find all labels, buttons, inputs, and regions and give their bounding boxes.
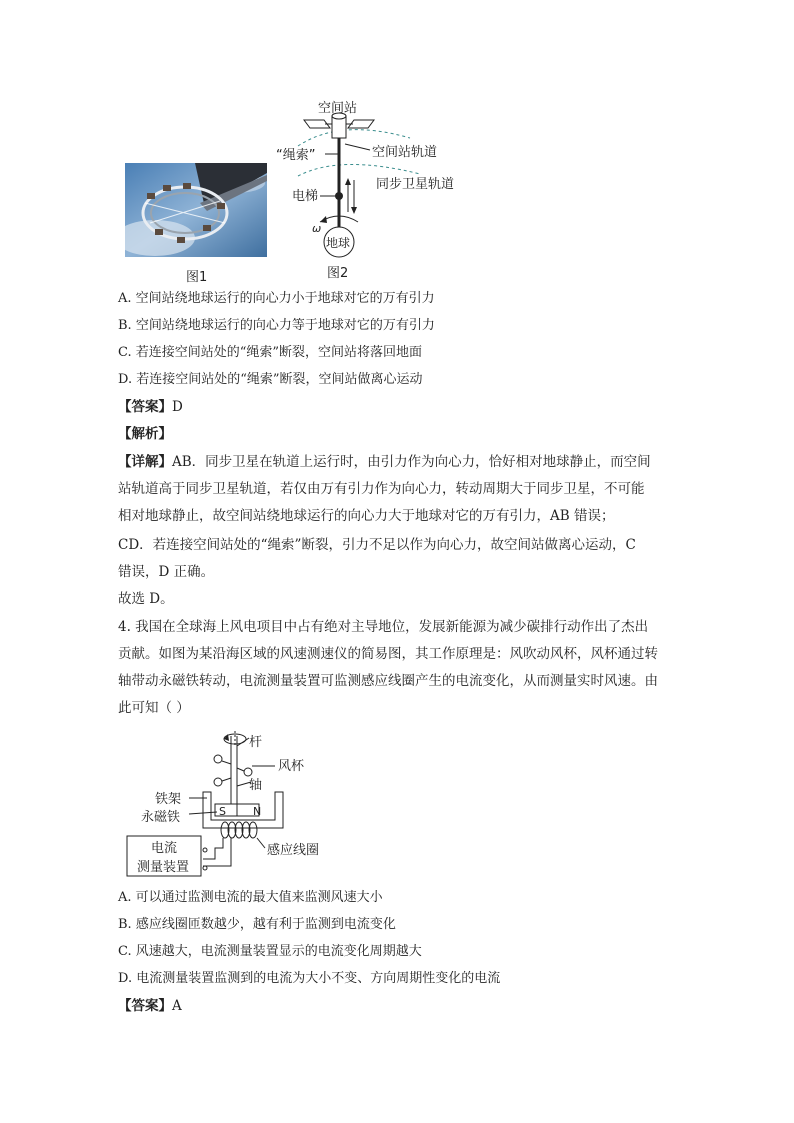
q4-option-d: D. 电流测量装置监测到的电流为大小不变、方向周期性变化的电流 [118, 971, 501, 986]
elevator-label: 电梯 [292, 189, 319, 204]
space-station-label: 空间站 [318, 101, 358, 116]
detail-text-1: AB．同步卫星在轨道上运行时，由引力作为向心力，恰好相对地球静止，而空间 [172, 454, 651, 470]
q4-stem-line-4: 此可知（ ） [118, 700, 190, 716]
figure2-caption: 图2 [327, 266, 349, 281]
q3-analysis-tag: 【解析】 [118, 426, 172, 442]
q3-answer [118, 397, 183, 417]
meter-label-2: 测量装置 [137, 860, 190, 875]
q3-detail-line-6: 故选 D。 [118, 591, 174, 607]
q3-option-b: B. 空间站绕地球运行的向心力等于地球对它的万有引力 [118, 318, 435, 333]
shaft-label: 轴 [249, 778, 263, 793]
figure1-caption: 图1 [186, 270, 208, 285]
iron-frame-label: 铁架 [155, 792, 182, 807]
magnet-n-label: N [253, 805, 262, 818]
sync-orbit-label: 同步卫星轨道 [376, 177, 455, 192]
figure2-diagram [270, 96, 480, 282]
cup-label: 风杯 [278, 759, 305, 774]
q4-stem-line-3: 轴带动永磁铁转动，电流测量装置可监测感应线圈产生的电流变化，从而测量实时风速。由 [118, 673, 658, 689]
q3-detail-line-5: 错误，D 正确。 [118, 564, 215, 580]
magnet-label: 永磁铁 [141, 810, 181, 825]
magnet-s-label: S [219, 805, 226, 818]
answer-tag: 【答案】 [118, 399, 172, 415]
coil-label: 感应线圈 [267, 843, 320, 858]
q4-stem-line-1: 4. 我国在全球海上风电项目中占有绝对主导地位，发展新能源为减少碳排行动作出了杰出 [118, 619, 649, 635]
station-orbit-label: 空间站轨道 [372, 145, 438, 160]
earth-label: 地球 [326, 236, 351, 250]
anemometer-diagram [125, 726, 345, 880]
answer-value: D [172, 399, 183, 415]
q4-stem-line-2: 贡献。如图为某沿海区域的风速测速仪的简易图，其工作原理是：风吹动风杯，风杯通过转 [118, 646, 658, 662]
q4-option-b: B. 感应线圈匝数越少，越有利于监测到电流变化 [118, 917, 396, 932]
answer-tag: 【答案】 [118, 998, 172, 1014]
detail-tag: 【详解】 [118, 454, 172, 470]
meter-label-1: 电流 [151, 841, 178, 856]
answer-value: A [172, 998, 182, 1014]
figure1-image [125, 163, 267, 257]
rod-label: 杆 [249, 735, 263, 750]
q3-option-c: C. 若连接空间站处的“绳索”断裂，空间站将落回地面 [118, 345, 423, 360]
q3-detail-line-3: 相对地球静止，故空间站绕地球运行的向心力大于地球对它的万有引力，AB 错误； [118, 508, 615, 524]
q4-option-c: C. 风速越大，电流测量装置显示的电流变化周期越大 [118, 944, 422, 959]
rope-label: “绳索” [276, 148, 316, 163]
q3-detail-line-1 [118, 452, 651, 472]
q4-answer [118, 996, 182, 1016]
omega-label: ω [312, 222, 322, 235]
q4-option-a: A. 可以通过监测电流的最大值来监测风速大小 [118, 890, 383, 905]
q3-option-d: D. 若连接空间站处的“绳索”断裂，空间站做离心运动 [118, 372, 423, 387]
q3-detail-line-4: CD．若连接空间站处的“绳索”断裂，引力不足以作为向心力，故空间站做离心运动，C [118, 537, 636, 553]
q3-option-a: A. 空间站绕地球运行的向心力小于地球对它的万有引力 [118, 291, 435, 306]
q3-detail-line-2: 站轨道高于同步卫星轨道，若仅由万有引力作为向心力，转动周期大于同步卫星，不可能 [118, 481, 645, 497]
